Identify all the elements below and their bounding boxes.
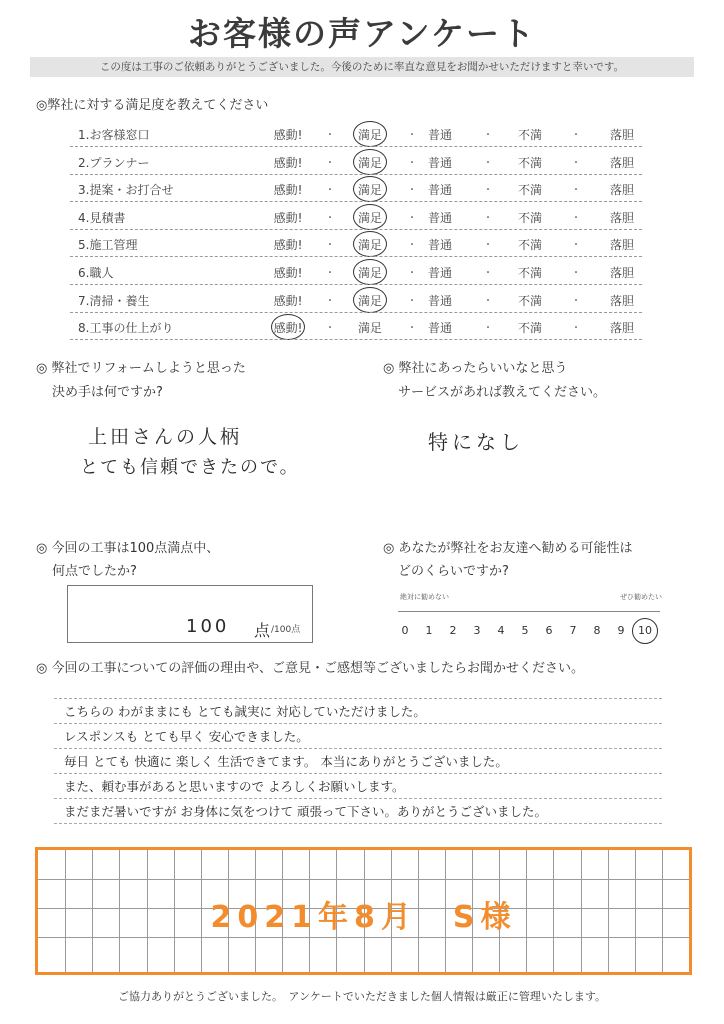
separator-dot: ・ [571,323,581,335]
scale-number[interactable]: 6 [545,624,553,637]
satisfaction-option[interactable]: 感動! [273,266,303,280]
q6-heading: ◎ 今回の工事についての評価の理由や、ご意見・ご感想等ございましたらお聞かせください。 [36,661,584,676]
satisfaction-row-label: 6.職人 [78,266,114,280]
separator-dot: ・ [325,157,335,169]
q5-heading-line1: ◎ あなたが弊社をお友達へ勧める可能性は [383,541,633,556]
satisfaction-option[interactable]: 不満 [517,321,542,336]
satisfaction-option[interactable]: 満足 [357,293,382,308]
separator-dot: ・ [571,185,581,197]
satisfaction-option[interactable]: 不満 [517,293,542,308]
satisfaction-option[interactable]: 不満 [517,266,542,280]
satisfaction-option[interactable]: 落胆 [609,238,634,253]
row-divider [70,174,642,175]
selected-score-circle [632,618,658,644]
comment-ruled-line [54,723,662,724]
separator-dot: ・ [483,295,493,307]
selected-circle-mark [353,204,387,230]
grid-horizontal-line [38,879,689,880]
separator-dot: ・ [483,157,493,169]
date-customer-label: 2021年8月 S様 [210,900,517,935]
satisfaction-option[interactable]: 普通 [427,183,452,198]
grid-horizontal-line [38,937,689,938]
selected-circle-mark [353,259,387,285]
scale-number[interactable]: 4 [497,624,505,637]
satisfaction-option[interactable]: 不満 [517,128,542,142]
scale-number[interactable]: 7 [569,624,577,637]
row-divider [70,284,642,285]
selected-circle-mark [271,314,305,340]
footer-note: ご協力ありがとうございました。 アンケートでいただきました個人情報は厳正に管理いたします。 [118,990,606,1003]
satisfaction-option[interactable]: 満足 [357,155,382,170]
row-divider [70,312,642,313]
page-title: お客様の声アンケート [187,14,537,53]
satisfaction-option[interactable]: 落胆 [609,321,634,336]
q5-heading-line2: どのくらいですか? [398,564,509,579]
satisfaction-option[interactable]: 満足 [357,210,382,225]
satisfaction-option[interactable]: 感動! [273,183,303,198]
row-divider [70,256,642,257]
satisfaction-option[interactable]: 不満 [517,183,542,198]
comment-ruled-line [54,823,662,824]
scale-line [398,611,660,612]
q3-heading-line1: ◎ 弊社にあったらいいなと思う [383,361,568,376]
satisfaction-option[interactable]: 感動! [273,238,303,253]
row-divider [70,146,642,147]
q2-heading-line2: 決め手は何ですか? [52,385,163,400]
separator-dot: ・ [325,212,335,224]
comment-ruled-line [54,773,662,774]
scale-number[interactable]: 2 [449,624,457,637]
satisfaction-option[interactable]: 不満 [517,210,542,225]
separator-dot: ・ [571,240,581,252]
satisfaction-option[interactable]: 普通 [427,238,452,253]
q2-answer-line2: とても信頼できたので。 [80,457,300,478]
separator-dot: ・ [407,240,417,252]
separator-dot: ・ [407,295,417,307]
comment-ruled-line [54,748,662,749]
comment-line: こちらの わがままにも とても誠実に 対応していただけました。 [64,704,426,719]
separator-dot: ・ [483,130,493,141]
separator-dot: ・ [407,157,417,169]
satisfaction-option[interactable]: 感動! [273,128,303,142]
satisfaction-option[interactable]: 普通 [427,210,452,225]
separator-dot: ・ [407,268,417,279]
separator-dot: ・ [407,212,417,224]
satisfaction-option[interactable]: 満足 [357,183,382,198]
satisfaction-option[interactable]: 感動! [273,321,303,336]
satisfaction-row-label: 2.プランナー [78,155,150,170]
comment-ruled-line [54,798,662,799]
separator-dot: ・ [407,323,417,335]
satisfaction-option[interactable]: 落胆 [609,210,634,225]
satisfaction-row-label: 3.提案・お打合せ [78,183,174,198]
scale-number[interactable]: 3 [473,624,481,637]
score-value: 100 [186,616,230,637]
satisfaction-option[interactable]: 落胆 [609,293,634,308]
satisfaction-row-label: 7.清掃・養生 [78,293,150,308]
comment-ruled-line [54,698,662,699]
separator-dot: ・ [407,185,417,197]
score-box [67,585,313,643]
satisfaction-row-label: 4.見積書 [78,210,126,225]
separator-dot: ・ [483,268,493,279]
satisfaction-option[interactable]: 満足 [357,321,382,336]
satisfaction-option[interactable]: 普通 [427,128,452,142]
separator-dot: ・ [325,295,335,307]
satisfaction-option[interactable]: 普通 [427,321,452,336]
separator-dot: ・ [571,295,581,307]
q4-heading-line1: ◎ 今回の工事は100点満点中、 [36,541,220,556]
separator-dot: ・ [325,268,335,279]
separator-dot: ・ [325,323,335,335]
separator-dot: ・ [325,185,335,197]
q3-heading-line2: サービスがあれば教えてください。 [398,385,607,400]
q2-heading-line1: ◎ 弊社でリフォームしようと思った [36,361,246,376]
satisfaction-option[interactable]: 普通 [427,155,452,170]
satisfaction-option[interactable]: 満足 [357,128,382,142]
separator-dot: ・ [571,268,581,279]
subtitle-bar: この度は工事のご依頼ありがとうございました。今後のために率直な意見をお聞かせいただけますと幸いです。 [30,57,694,77]
satisfaction-option[interactable]: 落胆 [609,128,634,142]
selected-circle-mark [353,176,387,202]
scale-number[interactable]: 8 [593,624,601,637]
separator-dot: ・ [483,212,493,224]
scale-number[interactable]: 5 [521,624,529,637]
q3-answer: 特になし [428,430,524,454]
comment-line: まだまだ暑いですが お身体に気をつけて 頑張って下さい。ありがとうございました。 [64,804,547,819]
satisfaction-option[interactable]: 感動! [273,293,303,308]
scale-number[interactable]: 0 [401,624,409,637]
separator-dot: ・ [571,157,581,169]
separator-dot: ・ [325,240,335,252]
satisfaction-option[interactable]: 落胆 [609,183,634,198]
comment-line: また、頼む事があると思いますので よろしくお願いします。 [64,779,405,794]
separator-dot: ・ [407,130,417,141]
comment-line: 毎日 とても 快適に 楽しく 生活できてます。 本当にありがとうございました。 [64,754,508,769]
row-divider [70,201,642,202]
satisfaction-option[interactable]: 落胆 [609,155,634,170]
score-max: /100点 [271,625,301,635]
selected-circle-mark [353,149,387,175]
separator-dot: ・ [571,130,581,141]
scale-right-label: ぜひ勧めたい [620,593,662,601]
scale-number[interactable]: 9 [617,624,625,637]
selected-circle-mark [353,121,387,147]
satisfaction-row-label: 8.工事の仕上がり [78,321,174,336]
row-divider [70,229,642,230]
satisfaction-option[interactable]: 満足 [357,266,382,280]
separator-dot: ・ [483,323,493,335]
scale-number[interactable]: 1 [425,624,433,637]
selected-circle-mark [353,231,387,257]
satisfaction-option[interactable]: 不満 [517,238,542,253]
satisfaction-option[interactable]: 落胆 [609,266,634,280]
score-unit: 点 [254,621,271,640]
q1-heading: ◎弊社に対する満足度を教えてください [36,98,269,113]
satisfaction-row-label: 5.施工管理 [78,238,138,253]
satisfaction-option[interactable]: 満足 [357,238,382,253]
separator-dot: ・ [325,130,335,141]
comment-line: レスポンスも とても早く 安心できました。 [64,729,309,744]
date-grid-box [35,847,692,975]
q2-answer-line1: 上田さんの人柄 [88,426,243,448]
separator-dot: ・ [483,185,493,197]
selected-circle-mark [353,287,387,313]
satisfaction-option[interactable]: 不満 [517,155,542,170]
scale-number[interactable]: 10 [638,624,652,637]
satisfaction-option[interactable]: 普通 [427,293,452,308]
separator-dot: ・ [571,212,581,224]
scale-left-label: 絶対に勧めない [400,593,449,601]
q4-heading-line2: 何点でしたか? [52,564,137,579]
satisfaction-option[interactable]: 普通 [427,266,452,280]
row-divider [70,339,642,340]
satisfaction-row-label: 1.お客様窓口 [78,128,150,142]
satisfaction-option[interactable]: 感動! [273,155,303,170]
satisfaction-option[interactable]: 感動! [273,210,303,225]
separator-dot: ・ [483,240,493,252]
